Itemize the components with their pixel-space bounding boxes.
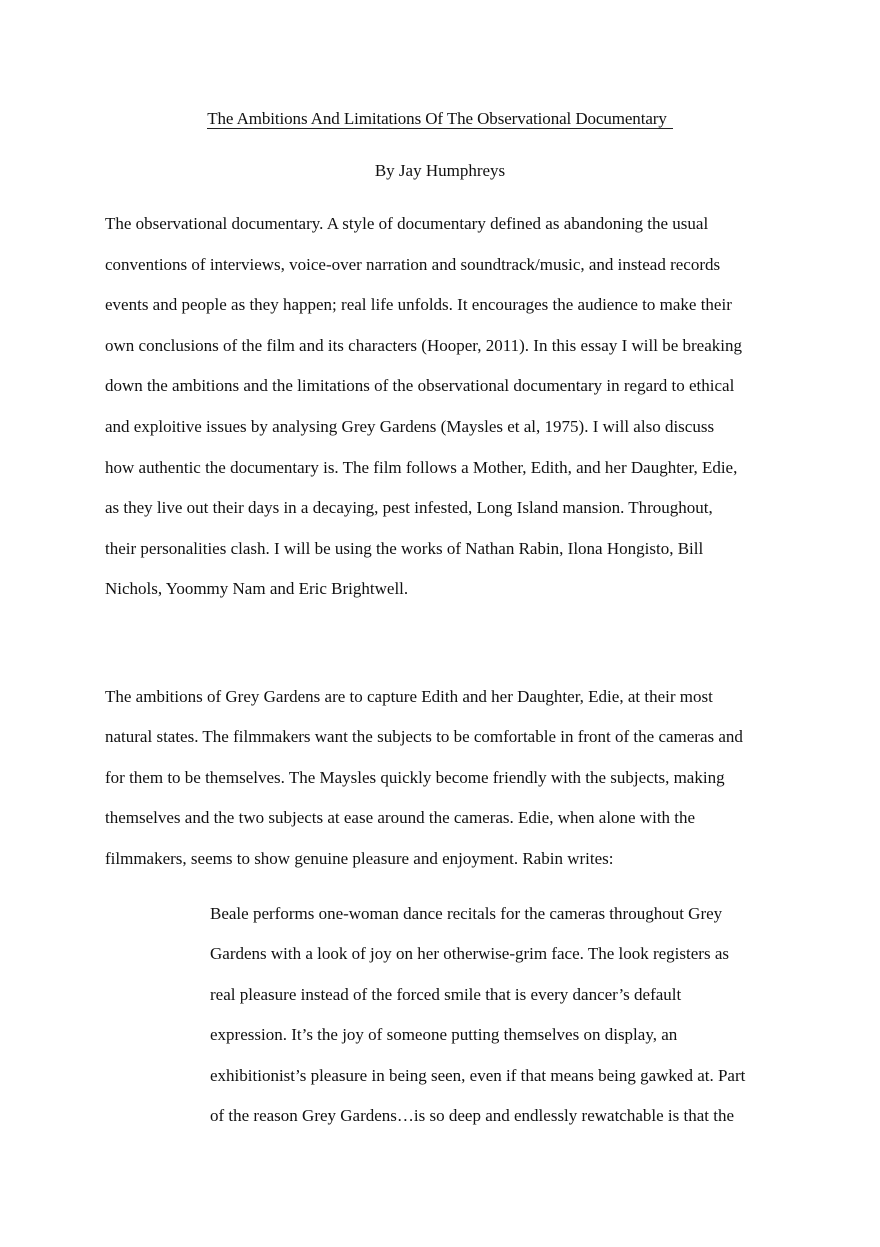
paragraph-line: and exploitive issues by analysing Grey Gardens (Maysles et al, 1975). I will also discuss (105, 417, 715, 436)
quote-line: expression. It’s the joy of someone putting themselves on display, an (210, 1025, 678, 1044)
document-author: By Jay Humphreys (374, 161, 506, 180)
paragraph-line: Nichols, Yoommy Nam and Eric Brightwell. (105, 579, 409, 598)
paragraph-line: filmmakers, seems to show genuine pleasure and enjoyment. Rabin writes: (105, 849, 614, 868)
paragraph-line: as they live out their days in a decaying, pest infested, Long Island mansion. Throughout, (105, 498, 713, 517)
paragraph-line: own conclusions of the film and its characters (Hooper, 2011). In this essay I will be breaking (105, 336, 742, 355)
paragraph-line: down the ambitions and the limitations of the observational documentary in regard to ethical (105, 376, 735, 395)
paragraph-line: how authentic the documentary is. The film follows a Mother, Edith, and her Daughter, Edie, (105, 458, 738, 477)
quote-line: of the reason Grey Gardens…is so deep and endlessly rewatchable is that the (210, 1106, 734, 1125)
paragraph-line: The observational documentary. A style of documentary defined as abandoning the usual (105, 214, 709, 233)
quote-line: real pleasure instead of the forced smile that is every dancer’s default (210, 985, 682, 1004)
paragraph-line: conventions of interviews, voice-over narration and soundtrack/music, and instead records (105, 255, 721, 274)
paragraph-line: themselves and the two subjects at ease around the cameras. Edie, when alone with the (105, 808, 696, 827)
quote-line: Gardens with a look of joy on her otherwise-grim face. The look registers as (210, 944, 729, 963)
quote-line: Beale performs one-woman dance recitals for the cameras throughout Grey (210, 904, 723, 923)
quote-line: exhibitionist’s pleasure in being seen, even if that means being gawked at. Part (210, 1066, 746, 1085)
document-title-text: The Ambitions And Limitations Of The Observational Documentary (207, 110, 673, 129)
paragraph-line: natural states. The filmmakers want the subjects to be comfortable in front of the cameras and (105, 727, 743, 746)
paragraph-line: The ambitions of Grey Gardens are to capture Edith and her Daughter, Edie, at their most (105, 687, 713, 706)
document-title (0, 108, 880, 130)
paragraph-line: their personalities clash. I will be using the works of Nathan Rabin, Ilona Hongisto, Bill (105, 539, 704, 558)
paragraph-line: events and people as they happen; real life unfolds. It encourages the audience to make their (105, 295, 732, 314)
paragraph-line: for them to be themselves. The Maysles quickly become friendly with the subjects, making (105, 768, 725, 787)
